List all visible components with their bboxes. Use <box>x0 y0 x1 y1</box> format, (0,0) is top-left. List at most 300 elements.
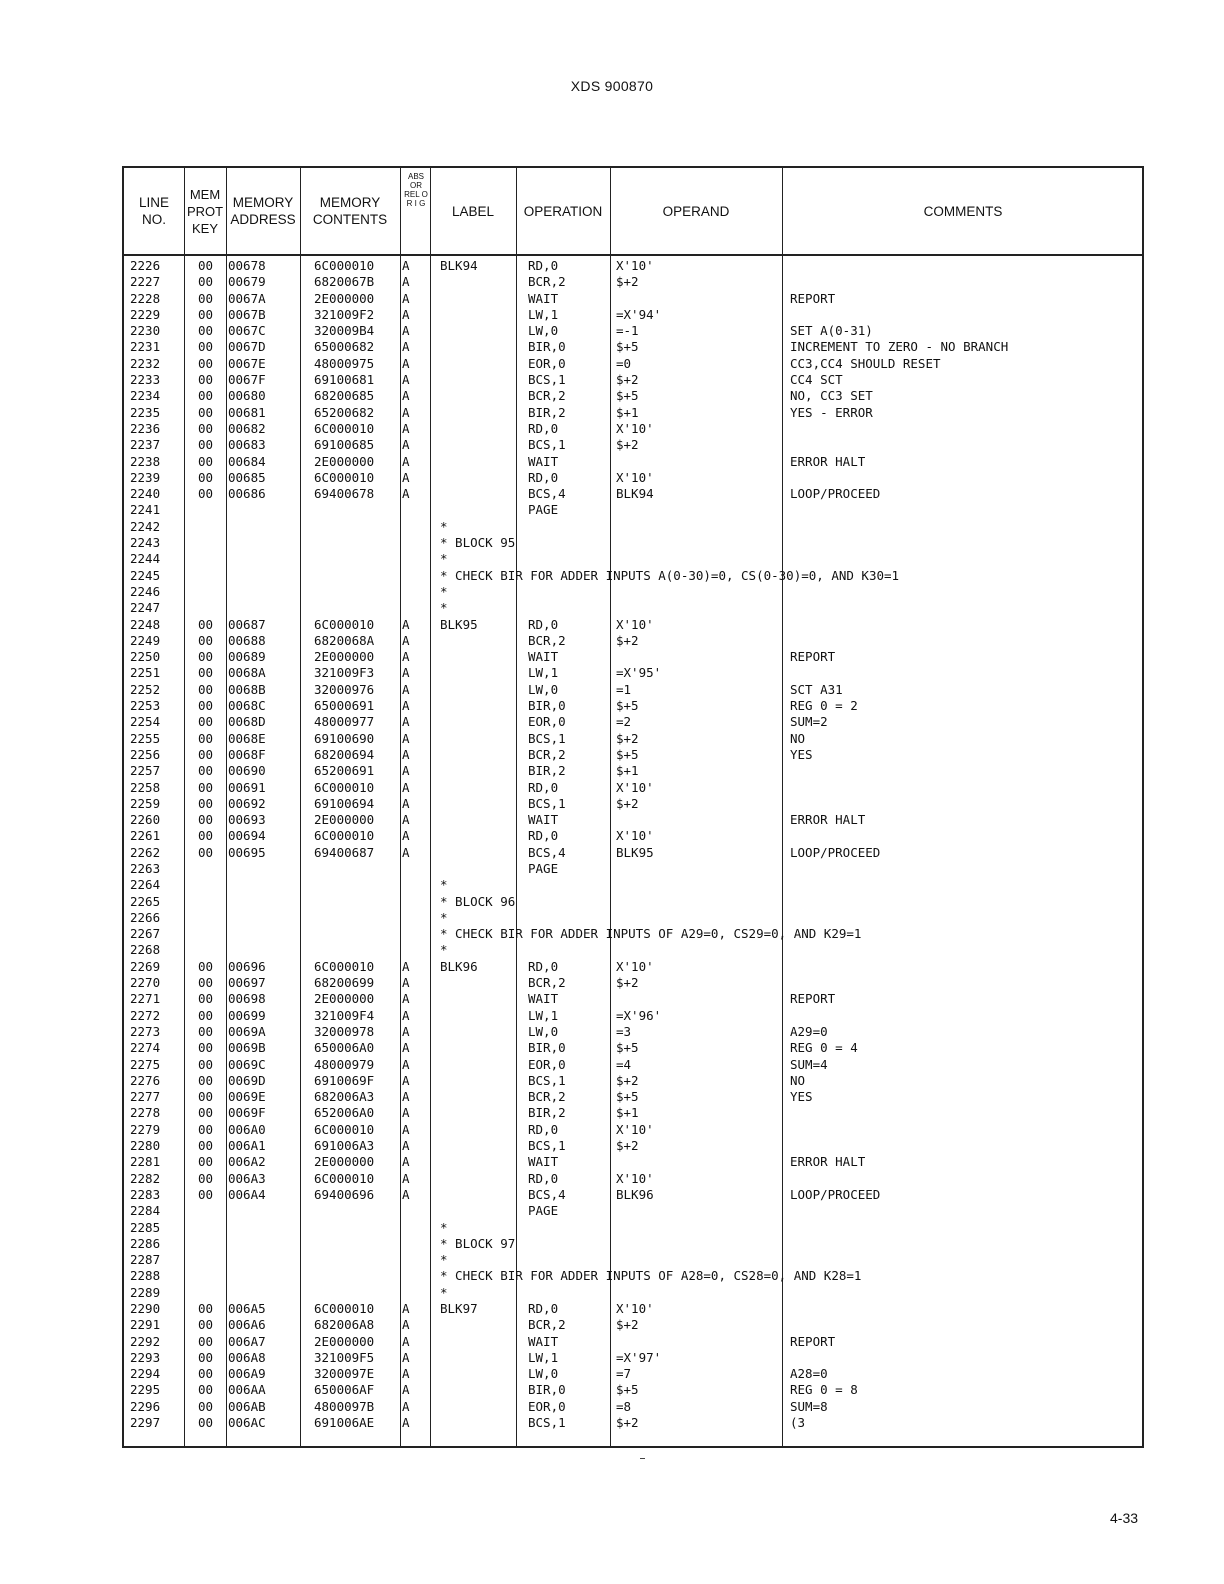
memory-address: 006A8 <box>228 1349 266 1365</box>
listing-row <box>124 1024 1144 1040</box>
operation-field: BCR,2 <box>528 1089 566 1105</box>
listing-row <box>124 502 1144 518</box>
protect-key: 00 <box>198 1105 214 1121</box>
operand-field: =7 <box>616 1366 632 1382</box>
label-field: * <box>440 909 448 925</box>
abs-rel-flag: A <box>402 1398 410 1414</box>
memory-address: 00680 <box>228 388 266 404</box>
label-field: BLK95 <box>440 616 478 632</box>
operand-field: X'10' <box>616 958 654 974</box>
operand-field: $+1 <box>616 763 639 779</box>
operation-field: BCS,1 <box>528 437 566 453</box>
operation-field: PAGE <box>528 860 559 876</box>
listing-row <box>124 812 1144 828</box>
abs-rel-flag: A <box>402 437 410 453</box>
memory-contents: 6820068A <box>314 632 375 648</box>
operand-field: =X'94' <box>616 306 662 322</box>
abs-rel-flag: A <box>402 372 410 388</box>
listing-row <box>124 1171 1144 1187</box>
memory-contents: 652006A0 <box>314 1105 375 1121</box>
header-operand-text: OPERAND <box>662 203 730 219</box>
operation-field: BIR,0 <box>528 339 566 355</box>
memory-address: 006A2 <box>228 1154 266 1170</box>
abs-rel-flag: A <box>402 355 410 371</box>
protect-key: 00 <box>198 1317 214 1333</box>
line-number: 2270 <box>130 975 161 991</box>
protect-key: 00 <box>198 1186 214 1202</box>
memory-address: 0069C <box>228 1056 266 1072</box>
protect-key: 00 <box>198 779 214 795</box>
line-number: 2229 <box>130 306 161 322</box>
abs-rel-flag: A <box>402 1121 410 1137</box>
line-number: 2271 <box>130 991 161 1007</box>
listing-row <box>124 258 1144 274</box>
listing-row <box>124 617 1144 633</box>
comment-field: REG 0 = 2 <box>790 698 858 714</box>
comment-field: SUM=8 <box>790 1398 828 1414</box>
listing-row <box>124 780 1144 796</box>
protect-key: 00 <box>198 1089 214 1105</box>
operand-field: X'10' <box>616 779 654 795</box>
operation-field: LW,1 <box>528 306 559 322</box>
operation-field: EOR,0 <box>528 714 566 730</box>
memory-contents: 68200699 <box>314 975 375 991</box>
operation-field: WAIT <box>528 812 559 828</box>
protect-key: 00 <box>198 975 214 991</box>
memory-address: 006A3 <box>228 1170 266 1186</box>
operation-field: RD,0 <box>528 779 559 795</box>
listing-row <box>124 1382 1144 1398</box>
abs-rel-flag: A <box>402 975 410 991</box>
listing-row <box>124 600 1144 616</box>
abs-rel-flag: A <box>402 958 410 974</box>
memory-contents: 6C000010 <box>314 1170 375 1186</box>
listing-row <box>124 1236 1144 1252</box>
listing-row <box>124 763 1144 779</box>
listing-row <box>124 291 1144 307</box>
comment-field: REPORT <box>790 1333 836 1349</box>
memory-address: 00698 <box>228 991 266 1007</box>
protect-key: 00 <box>198 1040 214 1056</box>
listing-row <box>124 486 1144 502</box>
line-number: 2294 <box>130 1366 161 1382</box>
abs-rel-flag: A <box>402 795 410 811</box>
abs-rel-flag: A <box>402 1023 410 1039</box>
comment-field: REPORT <box>790 991 836 1007</box>
memory-contents: 691006A3 <box>314 1138 375 1154</box>
memory-address: 00699 <box>228 1007 266 1023</box>
operation-field: BCR,2 <box>528 975 566 991</box>
page-number: 4-33 <box>1110 1510 1139 1526</box>
comment-field: A29=0 <box>790 1023 828 1039</box>
operand-field: =3 <box>616 1023 632 1039</box>
operation-field: BCS,1 <box>528 1138 566 1154</box>
header-memory-address-text: MEMORY ADDRESS <box>230 195 296 227</box>
listing-row <box>124 942 1144 958</box>
header-comments-text: COMMENTS <box>923 203 1003 219</box>
abs-rel-flag: A <box>402 649 410 665</box>
operation-field: RD,0 <box>528 616 559 632</box>
operand-field: X'10' <box>616 1301 654 1316</box>
listing-row <box>124 877 1144 893</box>
protect-key: 00 <box>198 828 214 844</box>
memory-contents: 6C000010 <box>314 258 375 273</box>
operation-field: BCS,1 <box>528 1415 566 1431</box>
label-field: * BLOCK 96 <box>440 893 516 909</box>
memory-address: 006A1 <box>228 1138 266 1154</box>
protect-key: 00 <box>198 1398 214 1414</box>
memory-address: 006AC <box>228 1415 266 1431</box>
operand-field: $+2 <box>616 1415 639 1431</box>
protect-key: 00 <box>198 1170 214 1186</box>
memory-contents: 65200682 <box>314 404 375 420</box>
memory-contents: 6C000010 <box>314 1301 375 1316</box>
protect-key: 00 <box>198 1349 214 1365</box>
operand-field: $+2 <box>616 632 639 648</box>
memory-address: 0067F <box>228 372 266 388</box>
operation-field: RD,0 <box>528 828 559 844</box>
listing-row <box>124 698 1144 714</box>
memory-contents: 69400696 <box>314 1186 375 1202</box>
abs-rel-flag: A <box>402 632 410 648</box>
memory-address: 00682 <box>228 420 266 436</box>
abs-rel-flag: A <box>402 616 410 632</box>
listing-row <box>124 470 1144 486</box>
protect-key: 00 <box>198 1333 214 1349</box>
protect-key: 00 <box>198 1023 214 1039</box>
operand-field: $+1 <box>616 404 639 420</box>
line-number: 2286 <box>130 1235 161 1251</box>
abs-rel-flag: A <box>402 730 410 746</box>
line-number: 2264 <box>130 877 161 893</box>
memory-address: 0068C <box>228 698 266 714</box>
line-number: 2234 <box>130 388 161 404</box>
header-operation <box>516 168 610 254</box>
memory-contents: 2E000000 <box>314 649 375 665</box>
memory-address: 0069B <box>228 1040 266 1056</box>
operand-field: $+5 <box>616 1382 639 1398</box>
memory-address: 0067D <box>228 339 266 355</box>
abs-rel-flag: A <box>402 1089 410 1105</box>
operation-field: EOR,0 <box>528 1056 566 1072</box>
operand-field: $+2 <box>616 274 639 290</box>
memory-address: 00690 <box>228 763 266 779</box>
listing-row <box>124 519 1144 535</box>
header-line-no-text: LINE NO. <box>138 195 169 227</box>
operation-field: BIR,0 <box>528 698 566 714</box>
protect-key: 00 <box>198 844 214 860</box>
listing-row <box>124 1220 1144 1236</box>
line-number: 2268 <box>130 942 161 958</box>
label-field: * <box>440 1219 448 1235</box>
abs-rel-flag: A <box>402 991 410 1007</box>
abs-rel-flag: A <box>402 1382 410 1398</box>
operation-field: WAIT <box>528 991 559 1007</box>
abs-rel-flag: A <box>402 1154 410 1170</box>
abs-rel-flag: A <box>402 420 410 436</box>
memory-address: 00681 <box>228 404 266 420</box>
line-number: 2277 <box>130 1089 161 1105</box>
protect-key: 00 <box>198 1415 214 1431</box>
operand-field: $+2 <box>616 730 639 746</box>
label-field: * <box>440 877 448 893</box>
memory-address: 006A6 <box>228 1317 266 1333</box>
memory-address: 0069E <box>228 1089 266 1105</box>
line-number: 2279 <box>130 1121 161 1137</box>
protect-key: 00 <box>198 714 214 730</box>
comment-field: NO, CC3 SET <box>790 388 873 404</box>
listing-row <box>124 405 1144 421</box>
line-number: 2260 <box>130 812 161 828</box>
memory-address: 00679 <box>228 274 266 290</box>
label-field: * CHECK BIR FOR ADDER INPUTS A(0-30)=0, CS(0-30)=0, AND K30=1 <box>440 567 900 583</box>
line-number: 2272 <box>130 1007 161 1023</box>
label-field: * <box>440 1284 448 1300</box>
listing-row <box>124 1399 1144 1415</box>
listing-row <box>124 568 1144 584</box>
listing-row <box>124 1334 1144 1350</box>
memory-address: 006AB <box>228 1398 266 1414</box>
header-memory-contents-text: MEMORY CONTENTS <box>312 195 388 227</box>
line-number: 2254 <box>130 714 161 730</box>
line-number: 2262 <box>130 844 161 860</box>
memory-contents: 320009B4 <box>314 323 375 339</box>
label-field: * CHECK BIR FOR ADDER INPUTS OF A28=0, CS28=0, AND K28=1 <box>440 1268 862 1284</box>
header-abs-rel-orig: ABS OR REL O R I G <box>404 172 428 208</box>
protect-key: 00 <box>198 486 214 502</box>
line-number: 2257 <box>130 763 161 779</box>
listing-rows <box>124 258 1144 1431</box>
listing-row <box>124 682 1144 698</box>
listing-row <box>124 1122 1144 1138</box>
listing-row <box>124 959 1144 975</box>
memory-address: 006A0 <box>228 1121 266 1137</box>
operation-field: BCR,2 <box>528 746 566 762</box>
line-number: 2293 <box>130 1349 161 1365</box>
memory-contents: 650006AF <box>314 1382 375 1398</box>
protect-key: 00 <box>198 730 214 746</box>
memory-contents: 48000979 <box>314 1056 375 1072</box>
listing-row <box>124 1057 1144 1073</box>
memory-contents: 68200685 <box>314 388 375 404</box>
protect-key: 00 <box>198 355 214 371</box>
memory-contents: 321009F5 <box>314 1349 375 1365</box>
abs-rel-flag: A <box>402 1186 410 1202</box>
operation-field: RD,0 <box>528 258 559 273</box>
operation-field: RD,0 <box>528 420 559 436</box>
abs-rel-flag: A <box>402 1170 410 1186</box>
line-number: 2281 <box>130 1154 161 1170</box>
listing-row <box>124 845 1144 861</box>
listing-row <box>124 339 1144 355</box>
abs-rel-flag: A <box>402 698 410 714</box>
listing-row <box>124 731 1144 747</box>
line-number: 2273 <box>130 1023 161 1039</box>
operand-field: BLK96 <box>616 1186 654 1202</box>
label-field: BLK97 <box>440 1301 478 1316</box>
memory-address: 0067B <box>228 306 266 322</box>
memory-contents: 32000976 <box>314 681 375 697</box>
protect-key: 00 <box>198 1056 214 1072</box>
memory-contents: 6C000010 <box>314 828 375 844</box>
operand-field: =1 <box>616 681 632 697</box>
comment-field: LOOP/PROCEED <box>790 486 881 502</box>
label-field: * <box>440 518 448 534</box>
memory-contents: 3200097E <box>314 1366 375 1382</box>
memory-address: 00685 <box>228 469 266 485</box>
memory-address: 0067C <box>228 323 266 339</box>
line-number: 2251 <box>130 665 161 681</box>
listing-row <box>124 665 1144 681</box>
protect-key: 00 <box>198 746 214 762</box>
memory-address: 0068E <box>228 730 266 746</box>
listing-row <box>124 1040 1144 1056</box>
memory-address: 00678 <box>228 258 266 273</box>
line-number: 2288 <box>130 1268 161 1284</box>
operation-field: BIR,0 <box>528 1040 566 1056</box>
protect-key: 00 <box>198 1301 214 1316</box>
operation-field: BCS,4 <box>528 1186 566 1202</box>
line-number: 2248 <box>130 616 161 632</box>
operand-field: $+2 <box>616 372 639 388</box>
line-number: 2287 <box>130 1252 161 1268</box>
header-mem-prot-key-text: MEM PROT KEY <box>186 186 224 236</box>
abs-rel-flag: A <box>402 388 410 404</box>
operation-field: LW,0 <box>528 323 559 339</box>
memory-contents: 2E000000 <box>314 453 375 469</box>
listing-row <box>124 274 1144 290</box>
abs-rel-flag: A <box>402 453 410 469</box>
comment-field: YES <box>790 1089 813 1105</box>
line-number: 2284 <box>130 1203 161 1219</box>
protect-key: 00 <box>198 1154 214 1170</box>
label-field: * <box>440 551 448 567</box>
operand-field: $+2 <box>616 1138 639 1154</box>
operand-field: $+5 <box>616 698 639 714</box>
abs-rel-flag: A <box>402 1040 410 1056</box>
operation-field: EOR,0 <box>528 1398 566 1414</box>
memory-contents: 2E000000 <box>314 991 375 1007</box>
operation-field: BCR,2 <box>528 274 566 290</box>
operation-field: RD,0 <box>528 1170 559 1186</box>
memory-contents: 6820067B <box>314 274 375 290</box>
operand-field: X'10' <box>616 1170 654 1186</box>
line-number: 2232 <box>130 355 161 371</box>
listing-row <box>124 323 1144 339</box>
line-number: 2269 <box>130 958 161 974</box>
listing-row <box>124 747 1144 763</box>
line-number: 2239 <box>130 469 161 485</box>
operation-field: RD,0 <box>528 1121 559 1137</box>
listing-row <box>124 796 1144 812</box>
memory-address: 00692 <box>228 795 266 811</box>
operation-field: BCR,2 <box>528 632 566 648</box>
operation-field: PAGE <box>528 1203 559 1219</box>
memory-address: 00687 <box>228 616 266 632</box>
page-mark <box>640 1458 645 1459</box>
memory-contents: 321009F4 <box>314 1007 375 1023</box>
comment-field: REG 0 = 8 <box>790 1382 858 1398</box>
protect-key: 00 <box>198 404 214 420</box>
listing-row <box>124 551 1144 567</box>
operation-field: LW,1 <box>528 1007 559 1023</box>
memory-contents: 69400678 <box>314 486 375 502</box>
listing-row <box>124 1366 1144 1382</box>
protect-key: 00 <box>198 1121 214 1137</box>
operand-field: =X'95' <box>616 665 662 681</box>
memory-contents: 2E000000 <box>314 812 375 828</box>
memory-contents: 6C000010 <box>314 958 375 974</box>
comment-field: REPORT <box>790 649 836 665</box>
comment-field: ERROR HALT <box>790 812 866 828</box>
line-number: 2244 <box>130 551 161 567</box>
operation-field: BCS,4 <box>528 486 566 502</box>
memory-contents: 69100694 <box>314 795 375 811</box>
listing-row <box>124 535 1144 551</box>
memory-contents: 48000975 <box>314 355 375 371</box>
protect-key: 00 <box>198 812 214 828</box>
abs-rel-flag: A <box>402 1007 410 1023</box>
line-number: 2227 <box>130 274 161 290</box>
abs-rel-flag: A <box>402 1301 410 1316</box>
label-field: * <box>440 600 448 616</box>
program-listing-table <box>122 166 1144 1448</box>
header-operation-text: OPERATION <box>523 203 603 219</box>
comment-field: SUM=2 <box>790 714 828 730</box>
memory-contents: 691006AE <box>314 1415 375 1431</box>
operand-field: $+2 <box>616 1072 639 1088</box>
operand-field: $+5 <box>616 746 639 762</box>
operation-field: WAIT <box>528 1154 559 1170</box>
line-number: 2292 <box>130 1333 161 1349</box>
abs-rel-flag: A <box>402 258 410 273</box>
memory-address: 00689 <box>228 649 266 665</box>
memory-contents: 2E000000 <box>314 290 375 306</box>
operand-field: $+2 <box>616 1317 639 1333</box>
protect-key: 00 <box>198 1007 214 1023</box>
operation-field: LW,1 <box>528 665 559 681</box>
line-number: 2228 <box>130 290 161 306</box>
memory-contents: 69100681 <box>314 372 375 388</box>
memory-contents: 6C000010 <box>314 616 375 632</box>
header-mem-prot-key <box>184 168 226 254</box>
listing-row <box>124 714 1144 730</box>
header-label <box>430 168 516 254</box>
memory-address: 00697 <box>228 975 266 991</box>
line-number: 2267 <box>130 926 161 942</box>
header-memory-contents <box>300 168 400 254</box>
abs-rel-flag: A <box>402 290 410 306</box>
protect-key: 00 <box>198 469 214 485</box>
protect-key: 00 <box>198 372 214 388</box>
memory-address: 0068A <box>228 665 266 681</box>
memory-address: 00694 <box>228 828 266 844</box>
memory-address: 006A5 <box>228 1301 266 1316</box>
listing-row <box>124 894 1144 910</box>
protect-key: 00 <box>198 274 214 290</box>
label-field: BLK94 <box>440 258 478 273</box>
abs-rel-flag: A <box>402 1333 410 1349</box>
protect-key: 00 <box>198 991 214 1007</box>
line-number: 2296 <box>130 1398 161 1414</box>
operand-field: X'10' <box>616 616 654 632</box>
listing-row <box>124 584 1144 600</box>
protect-key: 00 <box>198 306 214 322</box>
listing-row <box>124 1268 1144 1284</box>
memory-address: 0068D <box>228 714 266 730</box>
memory-contents: 2E000000 <box>314 1333 375 1349</box>
abs-rel-flag: A <box>402 1415 410 1431</box>
